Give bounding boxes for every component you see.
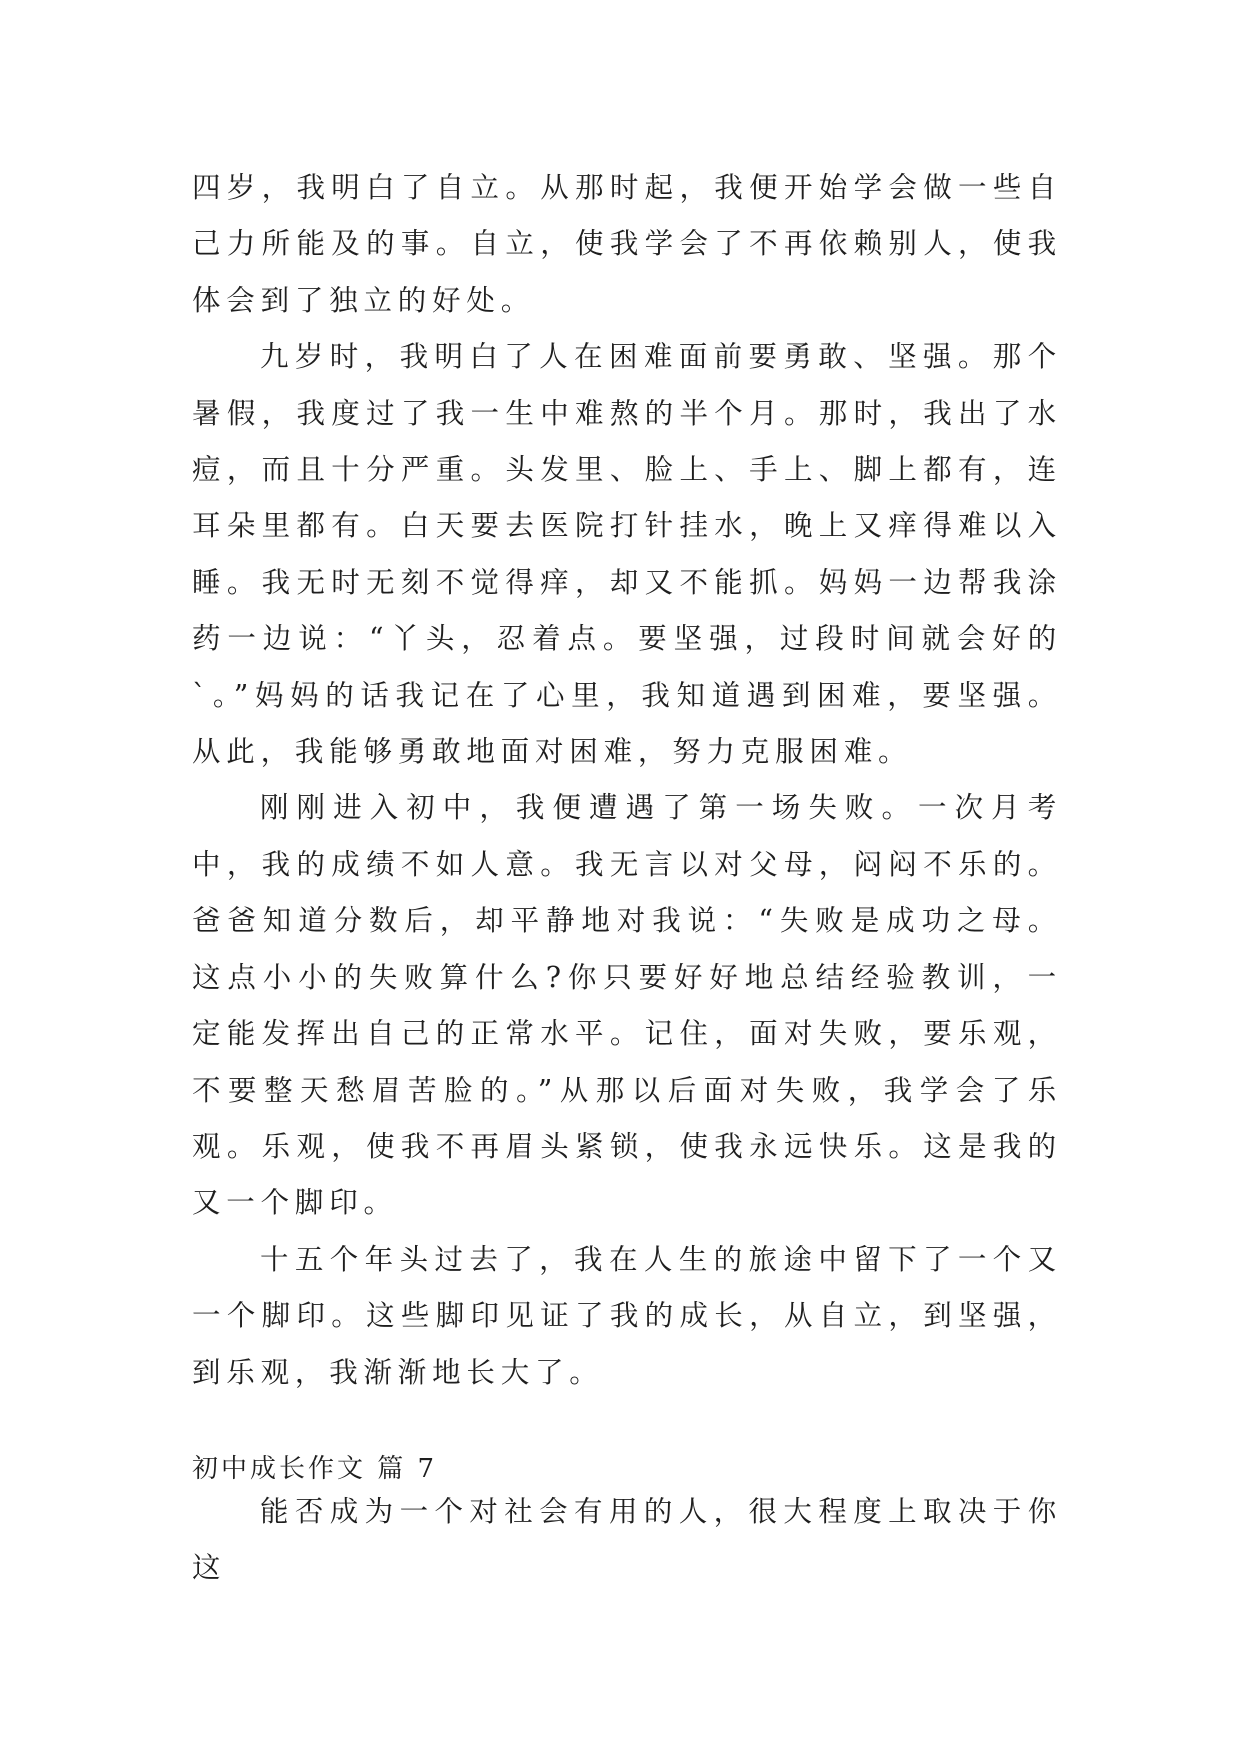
paragraph-self-reliance: 四岁，我明白了自立。从那时起，我便开始学会做一些自己力所能及的事。自立，使我学会了不再依赖别人，使我体会到了独立的好处。 (192, 171, 1062, 317)
section-body (192, 1484, 1062, 1597)
essay-body (192, 160, 1062, 1401)
section-title: 初中成长作文 篇 7 (192, 1454, 438, 1484)
paragraph-courage: 九岁时，我明白了人在困难面前要勇敢、坚强。那个暑假，我度过了我一生中难熬的半个月。那时，我出了水痘，而且十分严重。头发里、脸上、手上、脚上都有，连耳朵里都有。白天要去医院打针挂水，晚上又痒得难以入睡。我无时无刻不觉得痒，却又不能抓。妈妈一边帮我涂药一边说：“丫头，忍着点。要坚强，过段时间就会好的`。”妈妈的话我记在了心里，我知道遇到困难，要坚强。从此，我能够勇敢地面对困难，努力克服困难。 (192, 340, 1062, 769)
paragraph-conclusion: 十五个年头过去了，我在人生的旅途中留下了一个又一个脚印。这些脚印见证了我的成长，从自立，到坚强，到乐观，我渐渐地长大了。 (192, 1242, 1062, 1389)
section-paragraph: 能否成为一个对社会有用的人，很大程度上取决于你这 (192, 1495, 1062, 1585)
paragraph-optimism: 刚刚进入初中，我便遭遇了第一场失败。一次月考中，我的成绩不如人意。我无言以对父母，闷闷不乐的。爸爸知道分数后，却平静地对我说：“失败是成功之母。这点小小的失败算什么?你只要好好地总结经验教训，一定能发挥出自己的正常水平。记住，面对失败，要乐观，不要整天愁眉苦脸的。”从那以后面对失败，我学会了乐观。乐观，使我不再眉头紧锁，使我永远快乐。这是我的又一个脚印。 (192, 791, 1062, 1220)
